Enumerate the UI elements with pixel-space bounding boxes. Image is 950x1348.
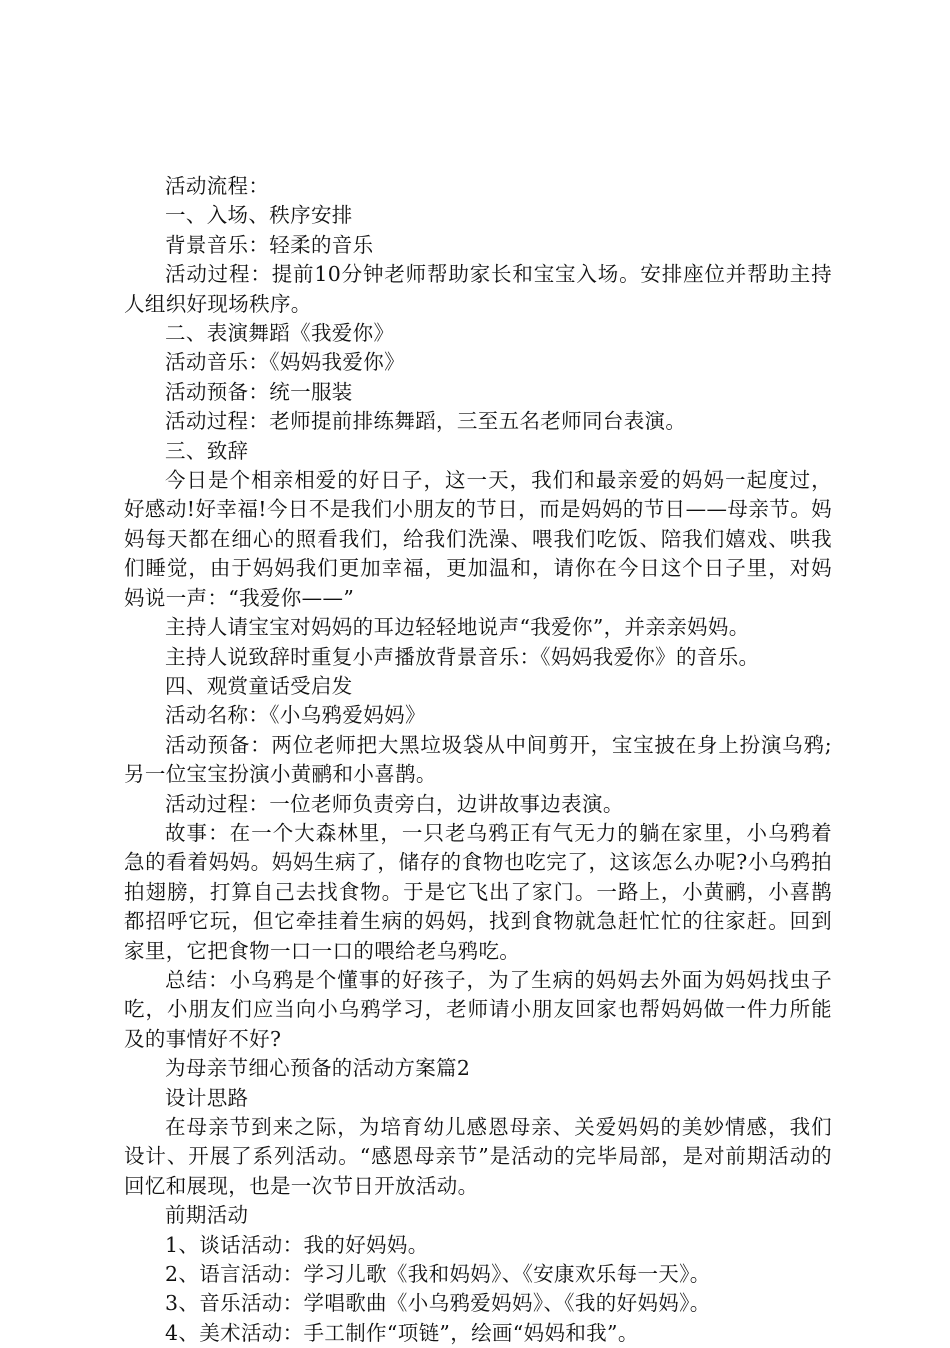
paragraph: 活动音乐：《妈妈我爱你》	[165, 350, 405, 375]
paragraph: 活动过程：老师提前排练舞蹈，三至五名老师同台表演。	[165, 409, 687, 434]
section-heading: 二、表演舞蹈《我爱你》	[165, 321, 395, 346]
paragraph: 主持人说致辞时重复小声播放背景音乐：《妈妈我爱你》的音乐。	[165, 644, 760, 669]
paragraph: 活动过程：一位老师负责旁白，边讲故事边表演。	[165, 791, 624, 816]
paragraph: 活动预备：两位老师把大黑垃圾袋从中间剪开，宝宝披在身上扮演乌鸦;另一位宝宝扮演小黄鹂和小喜鹊。	[124, 732, 832, 787]
section-heading: 设计思路	[165, 1085, 249, 1110]
section-heading: 前期活动	[165, 1203, 249, 1228]
paragraph: 故事：在一个大森林里，一只老乌鸦正有气无力的躺在家里，小乌鸦着急的看着妈妈。妈妈生病了，储存的食物也吃完了，这该怎么办呢?小乌鸦拍拍翅膀，打算自己去找食物。于是它飞出了家门。一路上，小黄鹂，小喜鹊都招呼它玩，但它牵挂着生病的妈妈，找到食物就急赶忙忙的往家赶。回到家里，它把食物一口一口的喂给老乌鸦吃。	[124, 820, 832, 963]
paragraph: 活动流程：	[165, 174, 270, 198]
paragraph: 在母亲节到来之际，为培育幼儿感恩母亲、关爱妈妈的美妙情感，我们设计、开展了系列活动。“感恩母亲节”是活动的完毕局部，是对前期活动的回忆和展现，也是一次节日开放活动。	[124, 1115, 832, 1198]
paragraph: 活动预备：统一服装	[165, 379, 353, 404]
paragraph: 总结：小乌鸦是个懂事的好孩子，为了生病的妈妈去外面为妈妈找虫子吃，小朋友们应当向小乌鸦学习，老师请小朋友回家也帮妈妈做一件力所能及的事情好不好?	[124, 967, 832, 1051]
paragraph: 主持人请宝宝对妈妈的耳边轻轻地说声“我爱你”，并亲亲妈妈。	[165, 615, 750, 640]
list-item: 1、谈话活动：我的好妈妈。	[165, 1232, 429, 1257]
section-heading: 四、观赏童话受启发	[165, 673, 353, 698]
list-item: 4、美术活动：手工制作“项链”，绘画“妈妈和我”。	[165, 1320, 639, 1345]
list-item: 2、语言活动：学习儿歌《我和妈妈》、《安康欢乐每一天》。	[165, 1262, 711, 1287]
list-item: 3、音乐活动：学唱歌曲《小乌鸦爱妈妈》、《我的好妈妈》。	[165, 1291, 711, 1316]
section-heading: 一、入场、秩序安排	[165, 203, 353, 228]
paragraph: 背景音乐：轻柔的音乐	[165, 232, 374, 257]
paragraph: 今日是个相亲相爱的好日子，这一天，我们和最亲爱的妈妈一起度过，好感动!好幸福!今日不是我们小朋友的节日，而是妈妈的节日——母亲节。妈妈每天都在细心的照看我们，给我们洗澡、喂我们吃饭、陪我们嬉戏、哄我们睡觉，由于妈妈我们更加幸福，更加温和，请你在今日这个日子里，对妈妈说一声：“我爱你——”	[124, 468, 832, 610]
paragraph: 活动过程：提前10分钟老师帮助家长和宝宝入场。安排座位并帮助主持人组织好现场秩序。	[124, 262, 832, 316]
document-body	[124, 172, 832, 1348]
section-heading: 三、致辞	[165, 438, 249, 463]
section-heading: 为母亲节细心预备的活动方案篇2	[165, 1056, 471, 1081]
paragraph: 活动名称：《小乌鸦爱妈妈》	[165, 703, 426, 728]
